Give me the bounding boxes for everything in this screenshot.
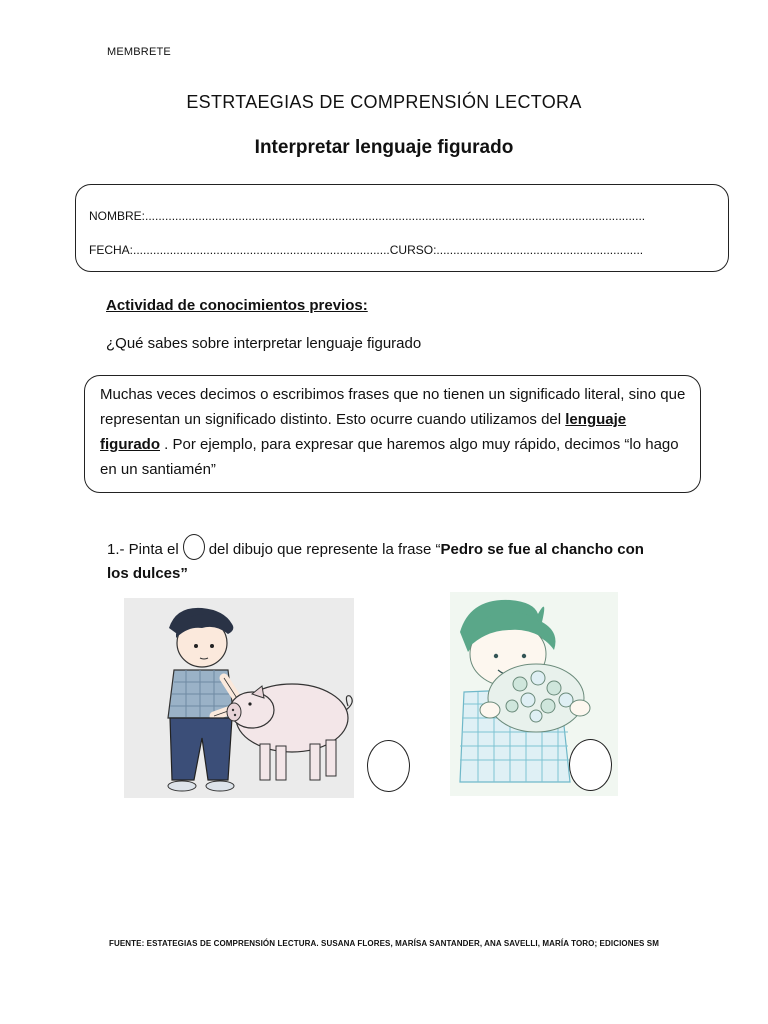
- info-box: [84, 375, 701, 493]
- answer-oval-sweets[interactable]: [569, 739, 612, 791]
- exercise-instruction: [107, 534, 667, 586]
- letterhead: MEMBRETE: [107, 46, 171, 58]
- name-label: NOMBRE:: [89, 209, 146, 223]
- answer-oval-pig[interactable]: [367, 740, 410, 792]
- activity-question: ¿Qué sabes sobre interpretar lenguaje figurado: [106, 335, 422, 352]
- exercise-number: 1.- Pinta el: [107, 541, 179, 558]
- source-footer: FUENTE: ESTATEGIAS DE COMPRENSIÓN LECTURA. SUSANA FLORES, MARÍSA SANTANDER, ANA SAVELLI, MARÍA TORO; EDICIONES SM: [109, 939, 659, 948]
- exercise-phrase: Pedro se fue al chancho con los dulces”: [107, 541, 644, 582]
- info-text-1: Muchas veces decimos o escribimos frases que no tienen un significado literal, sino que representan un significado distinto. Esto ocurre cuando utilizamos del: [100, 386, 686, 428]
- name-line: [89, 209, 716, 223]
- name-field[interactable]: ......................................................................................................................................................: [145, 209, 646, 223]
- activity-heading: Actividad de conocimientos previos:: [106, 297, 368, 314]
- student-info-box: [75, 184, 729, 272]
- date-label: FECHA:: [89, 243, 134, 257]
- info-text-2: . Por ejemplo, para expresar que haremos algo muy rápido, decimos “lo hago en un santiamén”: [100, 436, 679, 478]
- date-course-line: [89, 243, 716, 257]
- course-label: CURSO:: [389, 243, 437, 257]
- page-title: ESTRTAEGIAS DE COMPRENSIÓN LECTORA: [186, 92, 582, 112]
- info-emphasis: lenguaje figurado: [100, 411, 627, 453]
- boy-with-pig-illustration: [124, 598, 354, 798]
- page-subtitle: Interpretar lenguaje figurado: [254, 137, 514, 158]
- course-field[interactable]: ..............................................................: [436, 243, 644, 257]
- exercise-middle: del dibujo que represente la frase “: [208, 541, 441, 558]
- inline-oval-icon: [183, 534, 205, 560]
- date-field[interactable]: .............................................................................: [133, 243, 390, 257]
